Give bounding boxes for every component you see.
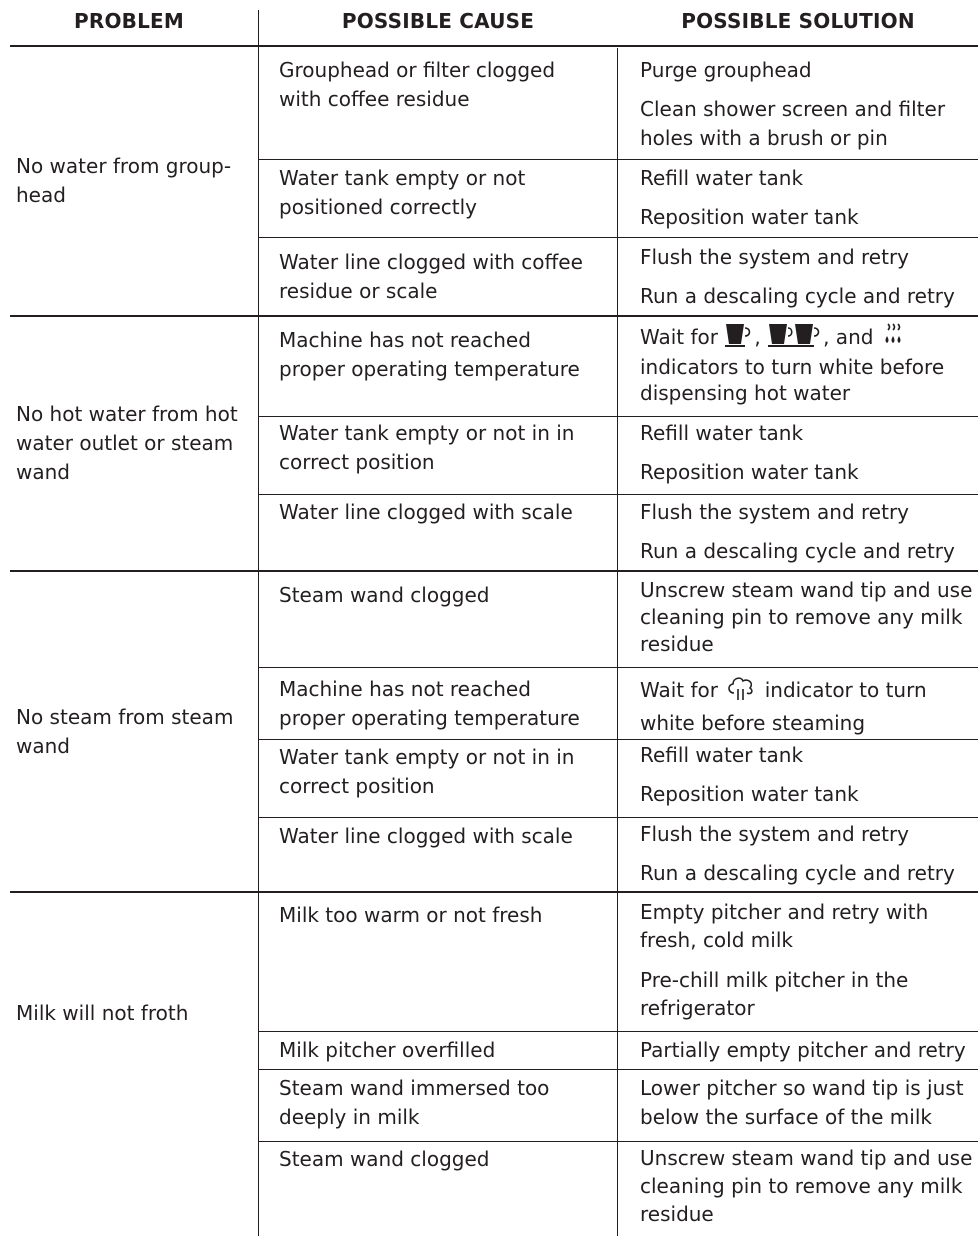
cause-cell	[279, 581, 489, 610]
solution-line: Reposition water tank	[640, 205, 859, 229]
solution-line	[640, 322, 944, 354]
header-possible-solution: POSSIBLE SOLUTION	[681, 9, 915, 33]
problem-line: Milk will not froth	[16, 1000, 189, 1025]
cause-line: Water tank empty or not in in	[279, 421, 575, 445]
solution-text: Wait for	[640, 678, 719, 702]
solution-line: residue	[640, 632, 714, 656]
solution-cell	[640, 203, 859, 232]
solution-text: Wait for	[640, 325, 719, 349]
solution-text: ,	[754, 325, 761, 349]
solution-line: indicators to turn white before	[640, 355, 945, 379]
solution-cell	[640, 282, 955, 311]
cause-cell	[279, 164, 525, 222]
solution-cell	[640, 95, 945, 153]
problem-line: wand	[16, 733, 70, 758]
solution-line: Purge grouphead	[640, 58, 812, 82]
solution-cell	[640, 243, 909, 272]
cause-cell	[279, 743, 574, 801]
solution-line: Run a descaling cycle and retry	[640, 539, 955, 563]
cause-cell	[279, 498, 573, 527]
row-rule	[259, 1031, 978, 1032]
header-problem: PROBLEM	[73, 9, 184, 33]
cause-line: Water line clogged with scale	[279, 500, 573, 524]
cause-cell	[279, 1074, 549, 1132]
row-rule	[259, 1141, 978, 1142]
solution-line: Run a descaling cycle and retry	[640, 284, 955, 308]
row-rule	[259, 159, 978, 160]
problem-cell	[16, 317, 238, 570]
solution-line: cleaning pin to remove any milk	[640, 1174, 963, 1198]
solution-line: holes with a brush or pin	[640, 126, 888, 150]
solution-line: Run a descaling cycle and retry	[640, 861, 955, 885]
cause-cell	[279, 56, 555, 114]
cause-line: proper operating temperature	[279, 357, 580, 381]
solution-line: Lower pitcher so wand tip is just	[640, 1076, 964, 1100]
cause-line: proper operating temperature	[279, 706, 580, 730]
solution-line: dispensing hot water	[640, 381, 851, 405]
problem-line: water outlet or steam	[16, 431, 234, 455]
solution-line: Unscrew steam wand tip and use	[640, 578, 973, 602]
cause-line: Water tank empty or not in in	[279, 745, 575, 769]
row-rule	[259, 817, 978, 818]
solution-line: Flush the system and retry	[640, 245, 910, 269]
cause-cell	[279, 1036, 495, 1065]
cause-line: Machine has not reached	[279, 677, 531, 701]
row-rule	[259, 739, 978, 740]
problem-line: No steam from steam	[16, 704, 234, 729]
hot-water-icon	[880, 322, 906, 354]
solution-line: Refill water tank	[640, 743, 804, 767]
solution-text: indicator to turn	[764, 678, 927, 702]
problem-line: head	[16, 182, 66, 207]
cause-line: Grouphead or filter clogged	[279, 58, 556, 82]
solution-cell	[640, 498, 909, 527]
row-rule	[259, 494, 978, 495]
problem-line: wand	[16, 460, 70, 484]
solution-line: white before steaming	[640, 711, 866, 735]
solution-line: Refill water tank	[640, 421, 804, 445]
cause-cell	[279, 248, 583, 306]
cause-line: Machine has not reached	[279, 328, 531, 352]
solution-cell	[640, 741, 803, 770]
solution-cell	[640, 898, 928, 954]
column-divider-2	[617, 48, 618, 1236]
solution-cell	[640, 537, 955, 566]
row-rule	[259, 667, 978, 668]
problem-cell	[16, 46, 231, 315]
solution-cell	[640, 1074, 964, 1132]
solution-line: refrigerator	[640, 996, 755, 1020]
cause-line: residue or scale	[279, 279, 438, 303]
row-rule	[259, 237, 978, 238]
solution-cell	[640, 673, 927, 738]
cause-line: Steam wand immersed too	[279, 1076, 550, 1100]
cause-line: Steam wand clogged	[279, 1147, 490, 1171]
cause-line: Steam wand clogged	[279, 583, 490, 607]
cause-line: deeply in milk	[279, 1105, 420, 1129]
cause-cell	[279, 675, 580, 733]
solution-cell	[640, 780, 859, 809]
solution-cell	[640, 164, 803, 193]
solution-cell	[640, 859, 955, 888]
steam-icon	[724, 673, 758, 709]
solution-line: Reposition water tank	[640, 782, 859, 806]
solution-line	[640, 673, 927, 709]
solution-text: , and	[823, 325, 874, 349]
double-cup-icon	[767, 322, 823, 354]
row-rule	[259, 416, 978, 417]
solution-cell	[640, 966, 908, 1022]
solution-cell	[640, 56, 812, 85]
solution-line: fresh, cold milk	[640, 928, 793, 952]
solution-line: residue	[640, 1202, 714, 1226]
cause-cell	[279, 326, 580, 384]
cause-line: Water line clogged with coffee	[279, 250, 583, 274]
problem-cell	[16, 893, 188, 1133]
solution-cell	[640, 322, 944, 406]
problem-cell	[16, 572, 233, 891]
column-divider-1	[258, 10, 259, 1236]
solution-line: cleaning pin to remove any milk	[640, 605, 963, 629]
problem-line: No water from group-	[16, 153, 232, 178]
solution-line: Pre-chill milk pitcher in the	[640, 968, 909, 992]
solution-cell	[640, 1036, 966, 1065]
cause-line: Water tank empty or not	[279, 166, 526, 190]
cause-cell	[279, 901, 542, 930]
solution-line: below the surface of the milk	[640, 1105, 932, 1129]
header-possible-cause: POSSIBLE CAUSE	[341, 9, 535, 33]
solution-line: Unscrew steam wand tip and use	[640, 1146, 973, 1170]
cause-line: Milk too warm or not fresh	[279, 903, 543, 927]
solution-cell	[640, 458, 859, 487]
solution-line: Refill water tank	[640, 166, 804, 190]
solution-line: Reposition water tank	[640, 460, 859, 484]
solution-line: Clean shower screen and filter	[640, 97, 946, 121]
solution-line: Flush the system and retry	[640, 822, 910, 846]
cause-line: correct position	[279, 450, 435, 474]
row-rule	[259, 1069, 978, 1070]
solution-cell	[640, 820, 909, 849]
solution-line: Partially empty pitcher and retry	[640, 1038, 966, 1062]
cause-line: correct position	[279, 774, 435, 798]
solution-line: Flush the system and retry	[640, 500, 910, 524]
cause-cell	[279, 822, 573, 851]
cause-cell	[279, 1145, 489, 1174]
single-cup-icon	[724, 322, 754, 354]
solution-line: Empty pitcher and retry with	[640, 900, 929, 924]
solution-cell	[640, 1144, 972, 1228]
cause-line: Water line clogged with scale	[279, 824, 573, 848]
solution-cell	[640, 577, 972, 658]
cause-line: positioned correctly	[279, 195, 477, 219]
solution-cell	[640, 419, 803, 448]
problem-line: No hot water from hot	[16, 402, 238, 426]
cause-line: with coffee residue	[279, 87, 470, 111]
cause-cell	[279, 419, 574, 477]
cause-line: Milk pitcher overfilled	[279, 1038, 496, 1062]
